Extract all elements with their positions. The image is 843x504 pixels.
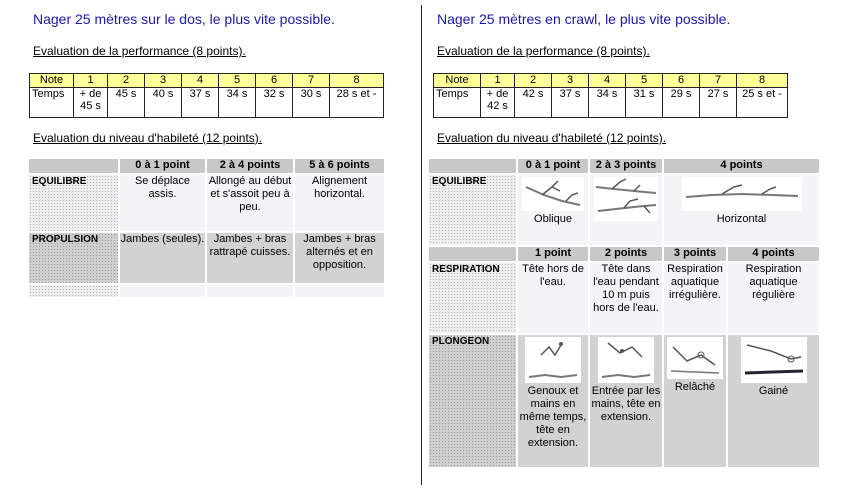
plongeon-cell: [728, 335, 819, 467]
right-skill-table: [427, 157, 821, 469]
left-perf-cell: 30 s: [293, 88, 330, 118]
swimmer-horizontal-figure: [682, 177, 802, 211]
right-perf-cell: Temps: [434, 88, 481, 118]
skill-cell: Respiration aquatique irrégulière.: [664, 263, 726, 333]
plongeon-text: Genoux et mains en même temps, tête en extension.: [519, 385, 587, 449]
equilibre-oblique-cell: [518, 175, 588, 245]
right-perf-head: 5: [626, 74, 663, 88]
skill-cell: Respiration aquatique régulière: [728, 263, 819, 333]
left-perf-cell: Temps: [30, 88, 74, 118]
right-perf-cell: 31 s: [626, 88, 663, 118]
right-skill-head: 4 points: [728, 247, 819, 261]
plongeon-text: Gainé: [758, 385, 789, 397]
row-label-equilibre: EQUILIBRE: [29, 175, 118, 231]
right-skill-head: 3 points: [664, 247, 726, 261]
skill-cell: Jambes + bras alternés et en opposition.: [295, 233, 384, 283]
right-perf-table: [433, 73, 788, 118]
right-perf-cell: 34 s: [589, 88, 626, 118]
left-skill-title: Evaluation du niveau d'habileté (12 points).: [33, 131, 263, 145]
right-skill-title: Evaluation du niveau d'habileté (12 points).: [437, 131, 667, 145]
dive-knees-figure: [525, 337, 581, 383]
skill-cell: Se déplace assis.: [120, 175, 205, 231]
left-perf-cell: 37 s: [182, 88, 219, 118]
left-perf-head: Note: [30, 74, 74, 88]
right-perf-head: 1: [481, 74, 515, 88]
left-perf-head: 1: [74, 74, 108, 88]
left-perf-head: 5: [219, 74, 256, 88]
plongeon-cell: [518, 335, 588, 467]
left-perf-head: 6: [256, 74, 293, 88]
plongeon-cell: [664, 335, 726, 467]
right-perf-cell: 37 s: [552, 88, 589, 118]
right-perf-head: 3: [552, 74, 589, 88]
left-perf-cell: 40 s: [145, 88, 182, 118]
left-perf-head: 3: [145, 74, 182, 88]
right-skill-head: 4 points: [664, 159, 819, 173]
equilibre-horizontal-cell: [664, 175, 819, 245]
left-perf-cell: + de 45 s: [74, 88, 108, 118]
plongeon-text: Entrée par les mains, tête en extension.: [591, 385, 661, 423]
swimmer-intermediate-figure: [594, 177, 658, 221]
left-skill-head: 0 à 1 point: [120, 159, 205, 173]
horizontal-label: Horizontal: [716, 213, 767, 225]
right-skill-head: 0 à 1 point: [518, 159, 588, 173]
skill-cell: Allongé au début et s'assoit peu à peu.: [207, 175, 293, 231]
right-perf-head: 6: [663, 74, 700, 88]
equilibre-mid-cell: [590, 175, 662, 245]
right-perf-head: 2: [515, 74, 552, 88]
right-perf-cell: 27 s: [700, 88, 737, 118]
left-perf-head: 7: [293, 74, 330, 88]
right-skill-head: 2 points: [590, 247, 662, 261]
skill-cell: Tête dans l'eau pendant 10 m puis hors de l'eau.: [590, 263, 662, 333]
right-perf-cell: 42 s: [515, 88, 552, 118]
skill-cell: Jambes (seules).: [120, 233, 205, 283]
row-label-propulsion: PROPULSION: [29, 233, 118, 283]
left-title: Nager 25 mètres sur le dos, le plus vite possible.: [33, 11, 335, 27]
dive-hands-figure: [598, 337, 654, 383]
left-perf-table: [29, 73, 384, 118]
left-skill-head: 2 à 4 points: [207, 159, 293, 173]
row-label-plongeon: PLONGEON: [429, 335, 516, 467]
right-perf-head: 8: [737, 74, 788, 88]
right-perf-cell: + de 42 s: [481, 88, 515, 118]
right-perf-cell: 29 s: [663, 88, 700, 118]
oblique-label: Oblique: [534, 213, 572, 225]
left-perf-cell: 28 s et -: [330, 88, 384, 118]
skill-cell: Alignement horizontal.: [295, 175, 384, 231]
column-divider: [421, 5, 422, 485]
row-label-respiration: RESPIRATION: [429, 263, 516, 333]
left-perf-title: Evaluation de la performance (8 points).: [33, 44, 246, 58]
left-perf-cell: 34 s: [219, 88, 256, 118]
skill-cell: Tête hors de l'eau.: [518, 263, 588, 333]
plongeon-cell: [590, 335, 662, 467]
right-perf-cell: 25 s et -: [737, 88, 788, 118]
swimmer-oblique-figure: [522, 177, 584, 211]
left-perf-head: 8: [330, 74, 384, 88]
left-perf-cell: 45 s: [108, 88, 145, 118]
plongeon-text: Relâché: [674, 381, 716, 393]
row-label-equilibre: EQUILIBRE: [429, 175, 516, 245]
right-skill-head: 2 à 3 points: [590, 159, 662, 173]
right-title: Nager 25 mètres en crawl, le plus vite possible.: [437, 11, 731, 27]
right-perf-title: Evaluation de la performance (8 points).: [437, 44, 650, 58]
right-perf-head: 7: [700, 74, 737, 88]
left-perf-cell: 32 s: [256, 88, 293, 118]
dive-relaxed-figure: [667, 337, 723, 379]
left-perf-head: 4: [182, 74, 219, 88]
left-skill-table: [27, 157, 386, 299]
right-skill-head: 1 point: [518, 247, 588, 261]
left-skill-head: 5 à 6 points: [295, 159, 384, 173]
right-perf-head: 4: [589, 74, 626, 88]
dive-streamlined-figure: [741, 337, 807, 383]
right-perf-head: Note: [434, 74, 481, 88]
left-perf-head: 2: [108, 74, 145, 88]
skill-cell: Jambes + bras rattrapé cuisses.: [207, 233, 293, 283]
